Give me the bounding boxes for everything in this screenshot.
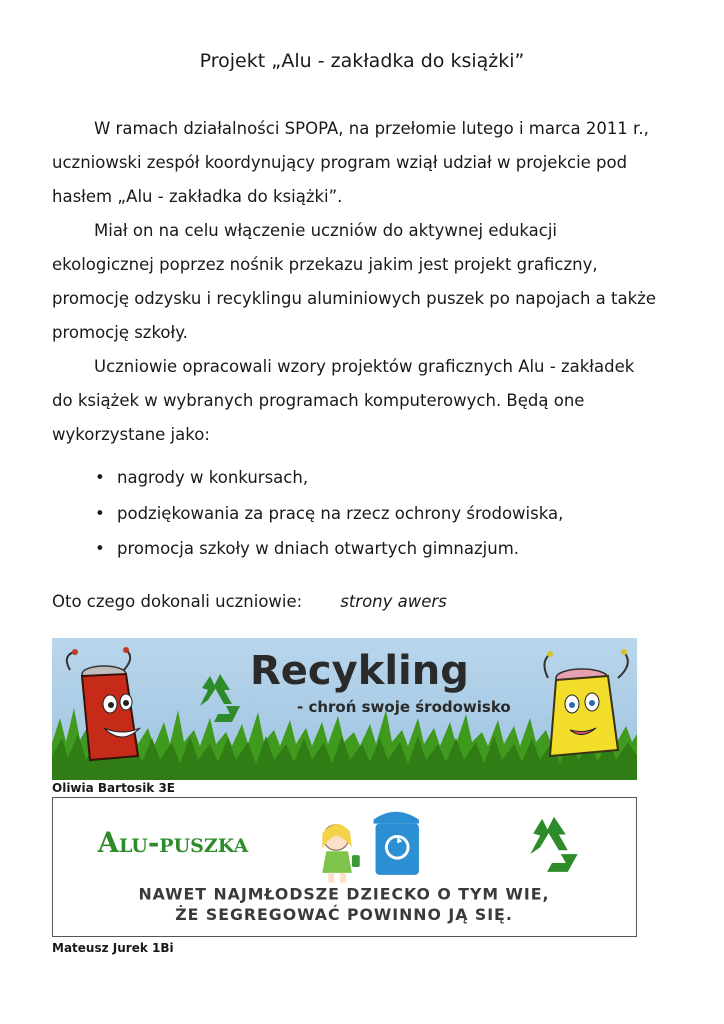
bullet-item: • nagrody w konkursach, bbox=[95, 460, 563, 496]
caption-author-2: Mateusz Jurek 1Bi bbox=[52, 941, 174, 955]
section-heading bbox=[52, 592, 447, 611]
slogan-line-1: Nawet najmłodsze dziecko o tym wie, bbox=[138, 884, 550, 904]
banner-title: Recykling bbox=[250, 648, 469, 694]
banner-subtitle: - chroń swoje środowisko bbox=[297, 698, 511, 716]
bullet-list bbox=[95, 460, 563, 567]
paragraph-1 bbox=[52, 112, 677, 452]
recycling-bin-icon bbox=[374, 812, 419, 875]
caption-author-1: Oliwia Bartosik 3E bbox=[52, 781, 176, 795]
section-heading-emphasis: strony awers bbox=[340, 592, 447, 611]
paragraph-3-line-2: do książek w wybranych programach komputerowych. Będą one bbox=[52, 391, 585, 410]
bullet-item: • promocja szkoły w dniach otwartych gimnazjum. bbox=[95, 531, 563, 567]
paragraph-2-line-4: promocję szkoły. bbox=[52, 323, 188, 342]
paragraph-2-line-1: Miał on na celu włączenie uczniów do aktywnej edukacji bbox=[94, 221, 558, 240]
paragraph-3-line-1: Uczniowie opracowali wzory projektów graficznych Alu - zakładek bbox=[94, 357, 635, 376]
paragraph-3-line-3: wykorzystane jako: bbox=[52, 425, 210, 444]
section-heading-label: Oto czego dokonali uczniowie: bbox=[52, 592, 303, 611]
banner-title: Alu-puszka bbox=[97, 826, 249, 860]
paragraph-1-line-3: hasłem „Alu - zakładka do książki”. bbox=[52, 187, 343, 206]
bullet-item: • podziękowania za pracę na rzecz ochrony środowiska, bbox=[95, 496, 563, 532]
page-title: Projekt „Alu - zakładka do książki” bbox=[199, 50, 525, 72]
paragraph-2-line-3: promocję odzysku i recyklingu aluminiowych puszek po napojach a także bbox=[52, 289, 656, 308]
paragraph-1-line-2: uczniowski zespół koordynujący program wziął udział w projekcie pod bbox=[52, 153, 628, 172]
paragraph-2-line-2: ekologicznej poprzez nośnik przekazu jakim jest projekt graficzny, bbox=[52, 255, 598, 274]
recycling-banner bbox=[52, 638, 637, 780]
paragraph-1-line-1: W ramach działalności SPOPA, na przełomie lutego i marca 2011 r., bbox=[94, 119, 649, 138]
slogan-line-2: że segregować powinno ją się. bbox=[175, 905, 513, 925]
alu-puszka-banner bbox=[52, 797, 637, 937]
